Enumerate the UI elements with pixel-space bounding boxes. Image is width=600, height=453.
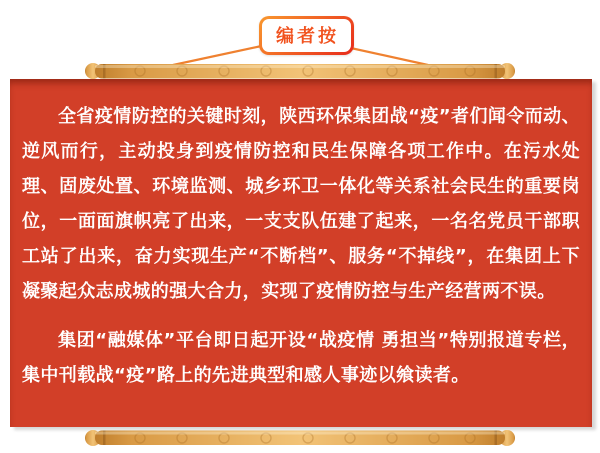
badge-label: 编者按 — [276, 26, 339, 47]
scroll-bottom-decoration — [0, 427, 600, 451]
scroll-rod-bottom-icon — [85, 430, 515, 446]
editor-note-badge-inner — [262, 19, 351, 52]
hanger-string-left — [173, 45, 266, 65]
note-paragraph-1: 全省疫情防控的关键时刻，陕西环保集团战“疫”者们闻令而动、逆风而行，主动投身到疫情防控和民生保障各项工作中。在污水处理、固废处置、环境监测、城乡环卫一体化等关系社会民生的重要岗位，一面面旗帜亮了出来，一支支队伍建了起来，一名名党员干部职工站了出来，奋力实现生产“不断档”、服务“不掉线”，在集团上下凝聚起众志成城的强大合力，实现了疫情防控与生产经营两不误。 — [22, 106, 580, 302]
editor-note-badge — [259, 16, 354, 55]
note-paragraph-2: 集团“融媒体”平台即日起开设“战疫情 勇担当”特别报道专栏，集中刊载战“疫”路上的先进典型和感人事迹以飨读者。 — [22, 330, 580, 386]
editor-note-panel — [10, 79, 592, 427]
scroll-rod-top-icon — [85, 63, 515, 79]
